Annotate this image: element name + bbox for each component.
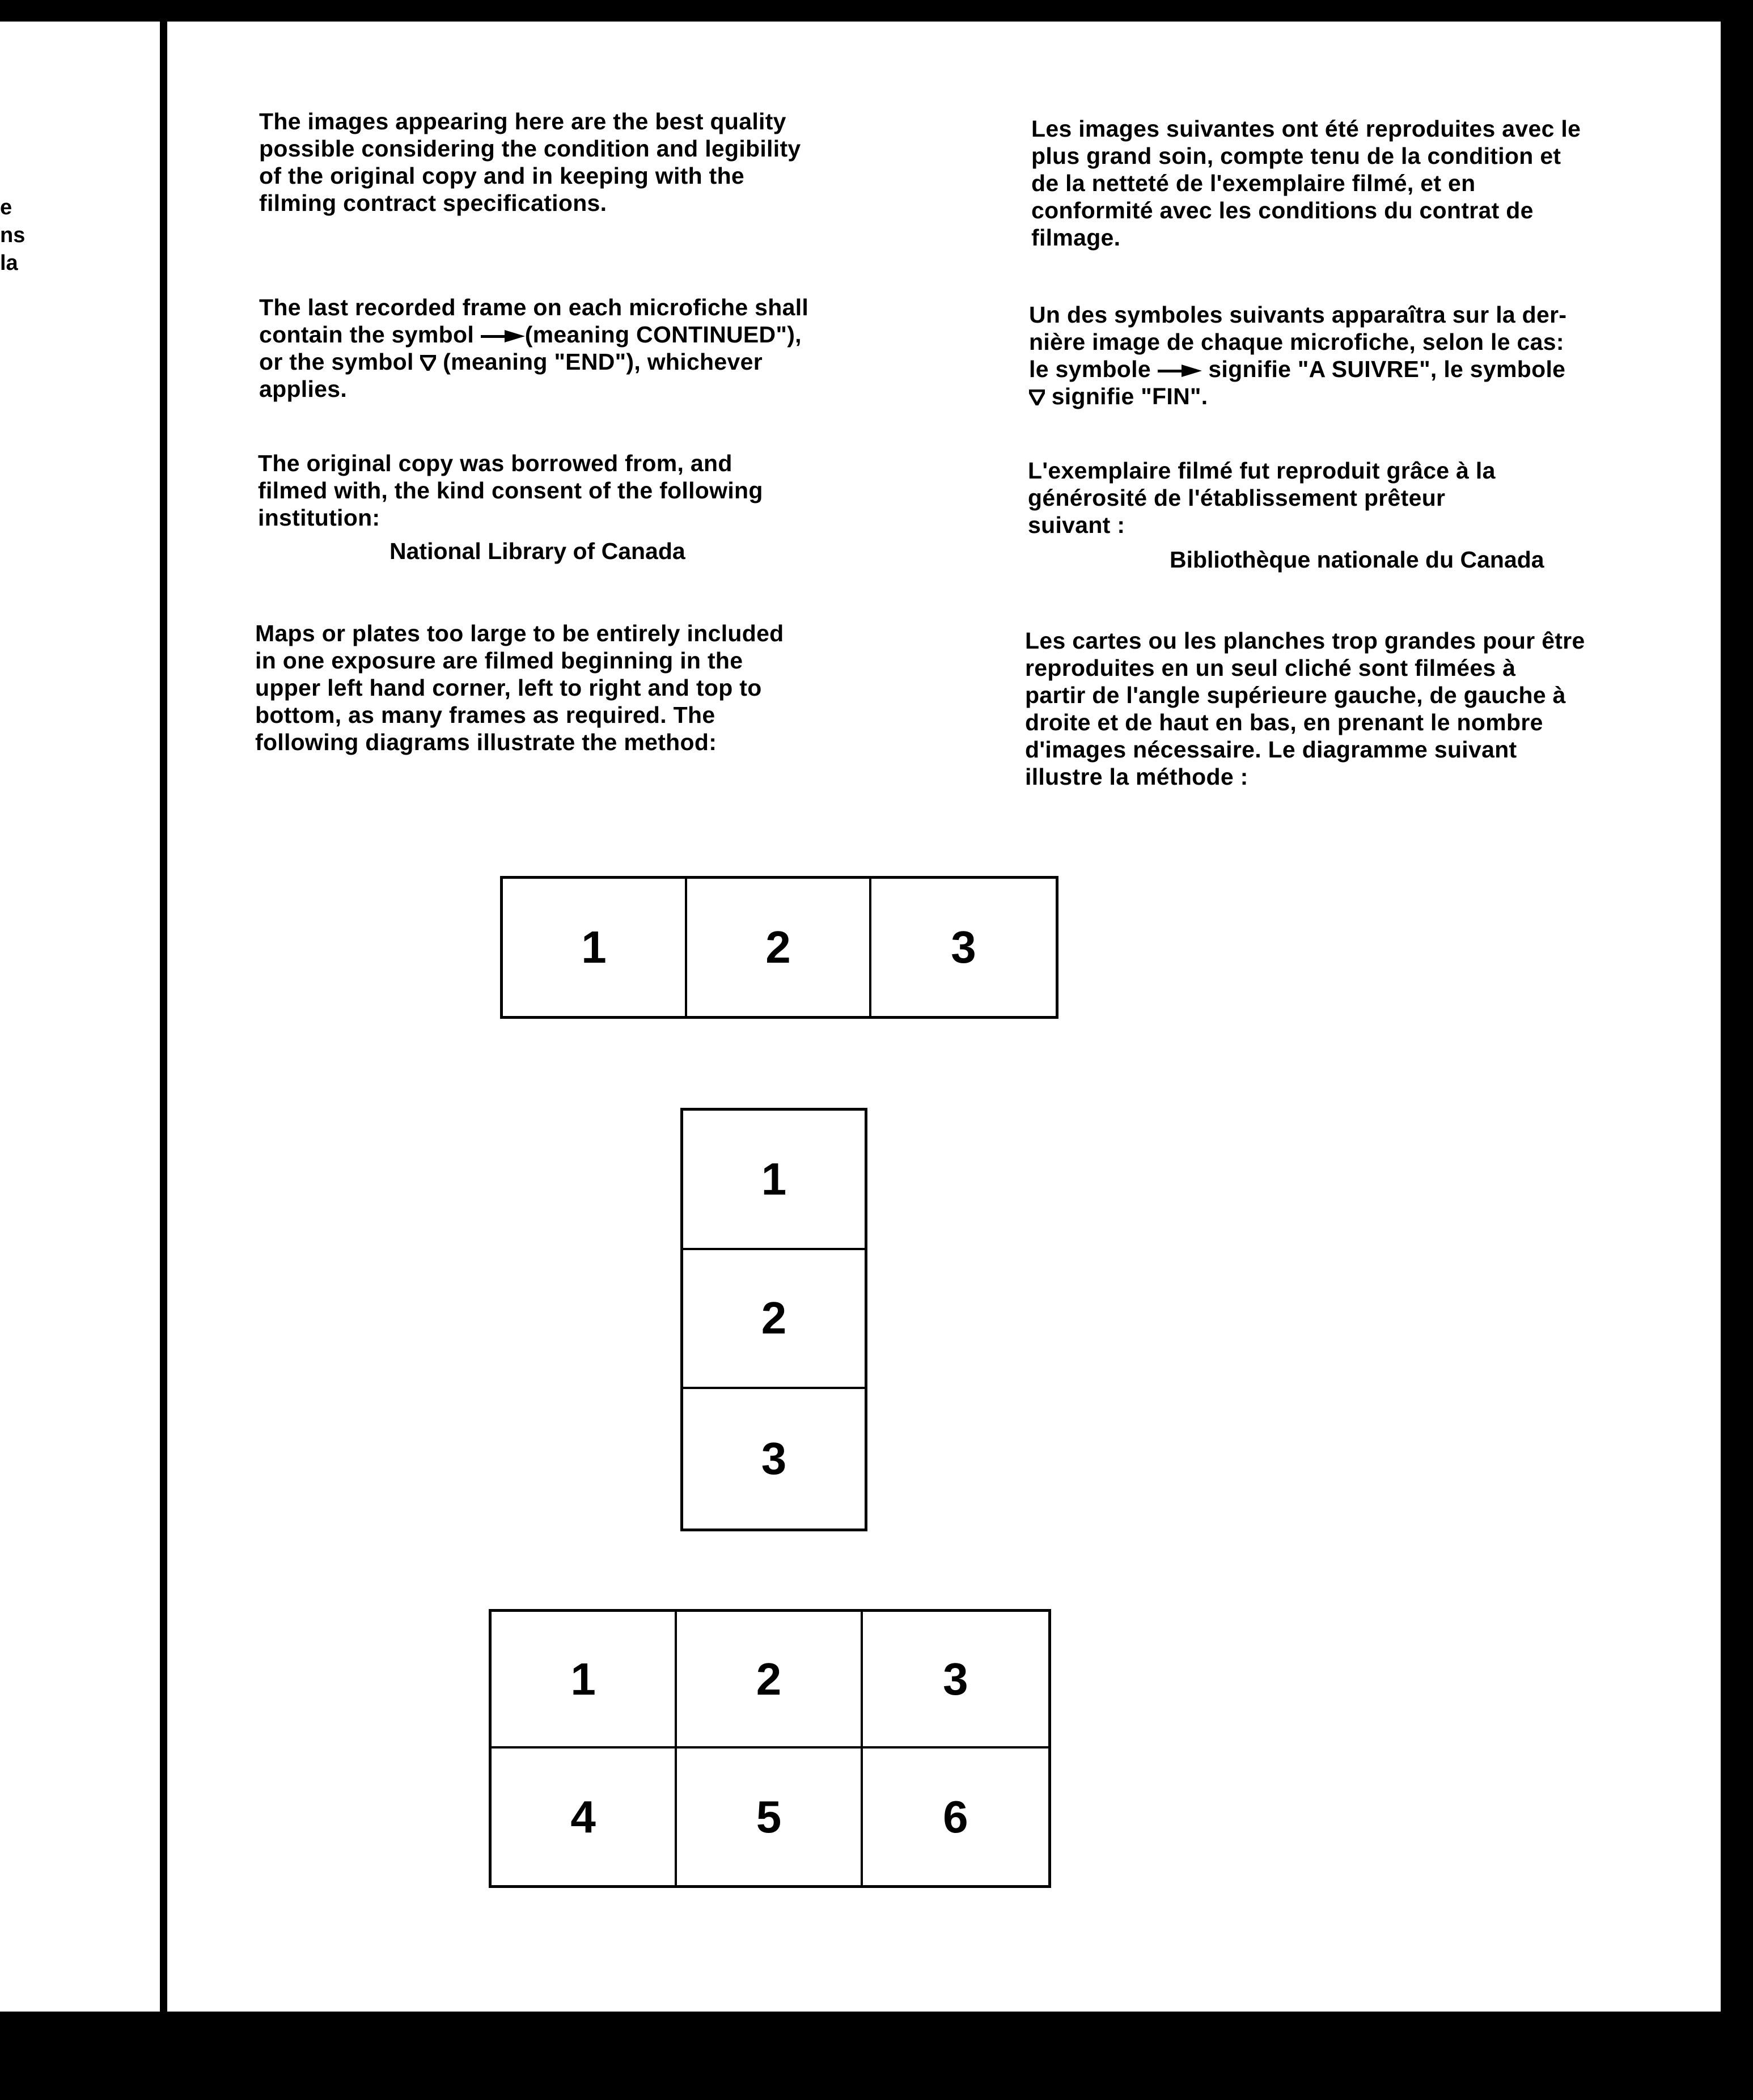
left-fragment: ns [0,223,26,247]
french-institution-name: Bibliothèque nationale du Canada [1170,547,1544,573]
french-symbols-text-a: Un des symboles suivants apparaîtra sur la der- nière image de chaque microfiche, selon le cas: le symbole [1029,302,1567,382]
frame-cell: 3 [951,922,976,972]
frame-cell: 4 [492,1748,677,1885]
left-fragment: e [0,196,12,219]
english-symbols-text-a: The last recorded frame on each microfiche shall contain the symbol [259,294,809,348]
frame-cell: 1 [492,1612,677,1748]
frame-cell: 1 [683,1111,865,1250]
continued-arrow-icon [481,330,525,342]
frame-cell: 2 [687,879,871,1016]
continued-arrow-icon [1158,365,1202,377]
english-quality-paragraph: The images appearing here are the best quality possible considering the condition and legibility of the original copy and in keeping with the filming contract specifications. [259,108,801,216]
diagram-horizontal-row [500,876,1058,1019]
french-institution-paragraph: L'exemplaire filmé fut reproduit grâce à la générosité de l'établissement prêteur suivant : [1028,458,1496,538]
english-institution-name: National Library of Canada [389,538,685,564]
end-triangle-icon [420,355,436,371]
frame-cell: 3 [761,1433,787,1484]
english-symbols-paragraph [259,294,808,403]
frame-cell: 1 [503,879,687,1016]
frame-cell: 2 [683,1250,865,1390]
left-fragment: la [0,251,18,275]
frame-cell: 6 [943,1791,968,1842]
end-triangle-icon [1029,389,1045,405]
frame-cell: 2 [677,1612,862,1748]
english-maps-paragraph: Maps or plates too large to be entirely included in one exposure are filmed beginning in the upper left hand corner, left to right and top to bottom, as many frames as required. The following diagrams illustrate the method: [255,620,784,755]
english-symbols-text-b: (meaning CONTINUED"), or the symbol [259,321,802,375]
french-quality-paragraph: Les images suivantes ont été reproduites avec le plus grand soin, compte tenu de la condition et de la netteté de l'exemplaire filmé, et en conformité avec les conditions du contrat de filmage. [1031,116,1581,251]
frame-cell: 3 [863,1612,1048,1748]
french-symbols-paragraph [1029,301,1566,410]
french-maps-paragraph: Les cartes ou les planches trop grandes pour être reproduites en un seul cliché sont filmées à partir de l'angle supérieure gauche, de gauche à droite et de haut en bas, en prenant le nombre d'images nécessaire. Le diagramme suivant illustre la méthode : [1025,628,1585,790]
frame-cell: 5 [677,1748,862,1885]
diagram-grid-2x3 [489,1609,1051,1888]
french-symbols-text-b: signifie "A SUIVRE", le symbole [1208,356,1566,382]
previous-page-margin [0,22,160,2012]
english-symbols-text-c: (meaning "END"), whichever applies. [259,349,763,402]
english-institution-paragraph: The original copy was borrowed from, and filmed with, the kind consent of the following institution: [258,450,763,531]
diagram-vertical-column [680,1108,867,1531]
french-symbols-text-c: signifie "FIN". [1045,383,1208,409]
